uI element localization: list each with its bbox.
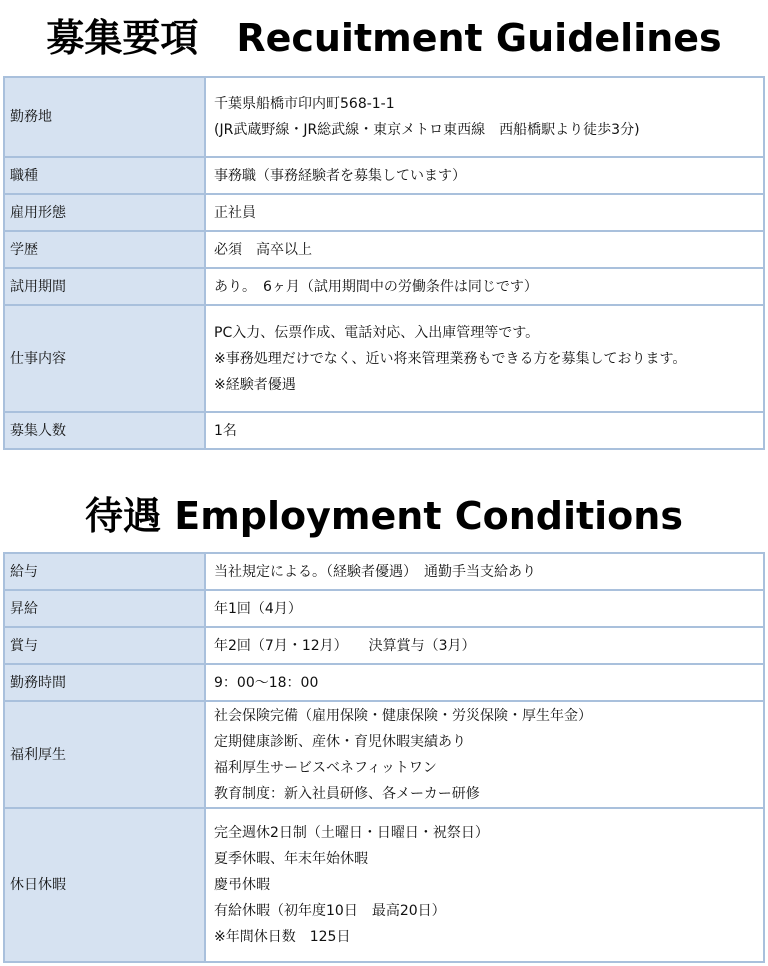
value-line: 千葉県船橋市印内町568-1-1 (214, 96, 395, 112)
row-label: 勤務時間 (4, 664, 205, 701)
table-row (4, 701, 764, 808)
table-row (4, 77, 764, 157)
row-value (205, 808, 764, 962)
value-line: 夏季休暇、年末年始休暇 (214, 851, 368, 867)
row-label: 賞与 (4, 627, 205, 664)
row-value (205, 305, 764, 412)
value-line: あり。 6ヶ月（試用期間中の労働条件は同じです） (214, 278, 538, 295)
recruitment-heading: 募集要項 Recuitment Guidelines (46, 16, 722, 60)
value-line: 9：00～18：00 (214, 674, 319, 691)
value-line: 年2回（7月・12月） 決算賞与（3月） (214, 637, 476, 654)
table-row (4, 157, 764, 194)
table-row (4, 553, 764, 590)
row-label: 職種 (4, 157, 205, 194)
row-value (205, 590, 764, 627)
value-line: 年1回（4月） (214, 600, 302, 617)
row-label: 学歴 (4, 231, 205, 268)
row-value (205, 627, 764, 664)
row-value (205, 77, 764, 157)
value-line: 事務職（事務経験者を募集しています） (214, 167, 466, 184)
value-line: 定期健康診断、産休・育児休暇実績あり (214, 733, 466, 750)
table-row (4, 664, 764, 701)
row-value (205, 664, 764, 701)
value-line: 社会保険完備（雇用保険・健康保険・労災保険・厚生年金） (214, 707, 592, 724)
row-label: 仕事内容 (4, 305, 205, 412)
table-row (4, 808, 764, 962)
table-row (4, 194, 764, 231)
table-row (4, 268, 764, 305)
row-value (205, 412, 764, 449)
table-row (4, 627, 764, 664)
value-line: 当社規定による。（経験者優遇） 通勤手当支給あり (214, 563, 536, 580)
value-line: 教育制度：新入社員研修、各メーカー研修 (214, 785, 480, 802)
table-row (4, 305, 764, 412)
row-value (205, 194, 764, 231)
row-label: 福利厚生 (4, 701, 205, 808)
conditions-heading: 待遇 Employment Conditions (85, 494, 683, 538)
value-line: (JR武蔵野線・JR総武線・東京メトロ東西線 西船橋駅より徒歩3分) (214, 122, 640, 138)
row-value (205, 701, 764, 808)
table-row (4, 590, 764, 627)
value-line: 有給休暇（初年度10日 最高20日） (214, 903, 446, 919)
row-label: 試用期間 (4, 268, 205, 305)
row-label: 昇給 (4, 590, 205, 627)
value-line: 完全週休2日制（土曜日・日曜日・祝祭日） (214, 825, 489, 841)
row-label: 勤務地 (4, 77, 205, 157)
row-value (205, 553, 764, 590)
row-value (205, 268, 764, 305)
row-label: 雇用形態 (4, 194, 205, 231)
value-line: PC入力、伝票作成、電話対応、入出庫管理等です。 (214, 324, 540, 341)
value-line: ※事務処理だけでなく、近い将来管理業務もできる方を募集しております。 (214, 350, 687, 367)
row-value (205, 231, 764, 268)
row-value (205, 157, 764, 194)
row-label: 給与 (4, 553, 205, 590)
row-label: 募集人数 (4, 412, 205, 449)
value-line: 正社員 (214, 204, 256, 221)
row-label: 休日休暇 (4, 808, 205, 962)
value-line: 慶弔休暇 (214, 877, 270, 893)
conditions-table (3, 552, 765, 963)
recruitment-table (3, 76, 765, 450)
value-line: 福利厚生サービスベネフィットワン (214, 759, 437, 776)
value-line: ※年間休日数 125日 (214, 929, 351, 945)
value-line: 必須 高卒以上 (214, 241, 312, 258)
value-line: ※経験者優遇 (214, 376, 296, 393)
value-line: 1名 (214, 422, 237, 439)
table-row (4, 231, 764, 268)
table-row (4, 412, 764, 449)
